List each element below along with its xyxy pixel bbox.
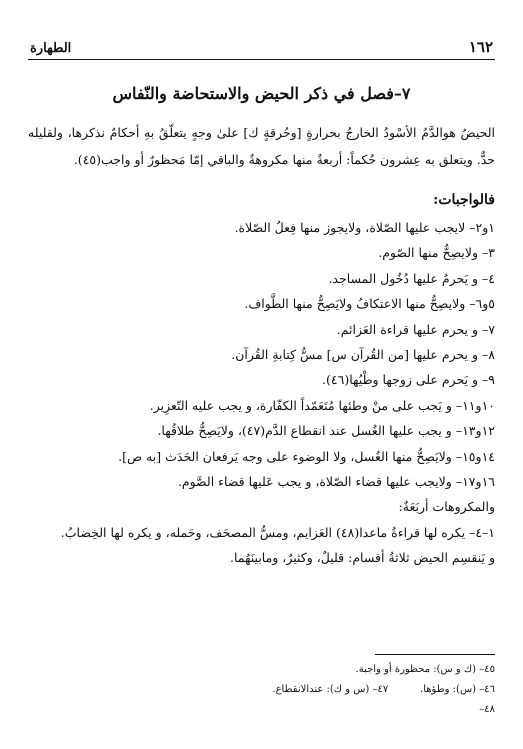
- rule-line: ١٢و١٣– و يجب عليها الغُسل عند انقطاع الدَّم(٤٧)، ولايَصِحُّ طلاقُها.: [157, 423, 495, 439]
- footnote-line: ٤٥– (ك و س): محظورة أو واجبة.: [355, 664, 495, 675]
- chapter-title: ٧–فصل في ذكر الحيض والاستحاضة والنّفاس: [112, 84, 411, 103]
- footnote-divider: [375, 654, 495, 655]
- rules-list: [28, 215, 495, 571]
- running-title: الطهارة: [30, 41, 72, 56]
- rule-line: ١٦و١٧– ولايجب عليها قضاء الصّلاة، و يجب عَليها قضاء الصَّوم.: [177, 474, 495, 490]
- rule-line: ١–٤– يكره لها قراءةُ ماعدا(٤٨) العَزايم، ومسُّ المصحَف، وحَمله، و يكره لها الخِضابُ.: [60, 524, 495, 540]
- rule-line: ٥و٦– ولايصِحُّ منها الاعتكافُ ولايَصِحُّ منها الطَّواف.: [244, 296, 495, 312]
- intro-paragraph: الحيضُ هوالدَّمُ الأسْودُ الخارجُ بحرارةٍ [وحُرقةٍ ك] علىٰ وجهٍ يتعلّقُ بهِ أحكامٌ نذكرها، ولقليله حدٌّ. ويتعلق به عِشرون حُكماً: أربعةٌ منها مكروهةٌ والباقي إمّا مَحظورٌ أو واجب(٤٥).: [28, 125, 495, 167]
- rule-line: و يَنقسِم الحيض ثلاثةُ أقسام: قليلٌ، وكثيرٌ، ومابينَهُما.: [230, 550, 495, 566]
- rule-line: ٩– و يَحرم على زوجها وطْيُها(٤٦).: [322, 372, 495, 388]
- footnote-line: ٤٦– (س): وطؤها. ٤٧– (س و ك): عندالانقطاع.: [272, 684, 495, 695]
- rule-line: ٧– و يحرم عليها قراءة العَزائم.: [336, 321, 495, 337]
- running-header: [28, 30, 495, 60]
- rule-line: ٤– و يَحرمُ عليها دُخُول المساجد.: [328, 270, 495, 286]
- rule-line: ٨– و يحرم عليها [من القُرآن س] مسُّ كِتابةِ القُرآن.: [231, 347, 495, 363]
- rule-line: ١٤و١٥– ولايَصِحُّ منها الغُسل، ولا الوضوء على وجه يَرفعان الحَدَث [به ص].: [118, 448, 495, 464]
- page-number: ١٦٢: [468, 38, 493, 56]
- footnote-line: ٤٨–: [479, 704, 495, 715]
- rule-line: والمكروهات أربَعَةٌ:: [398, 499, 495, 515]
- section-heading: فالواجبات:: [433, 192, 495, 208]
- rule-line: ١٠و١١– و يَجب على منْ وطئها مُتَعَمّداً الكفّارة، و يجب عليه التّعزِير.: [149, 397, 495, 413]
- book-page: [28, 30, 495, 730]
- rule-line: ٣– ولايصِحُّ منها الصّوم.: [378, 245, 495, 261]
- rule-line: ١و٢– لايجب عليها الصّلاة، ولايجوز منها فِعلُ الصّلاة.: [234, 220, 495, 235]
- footnotes: [28, 654, 495, 720]
